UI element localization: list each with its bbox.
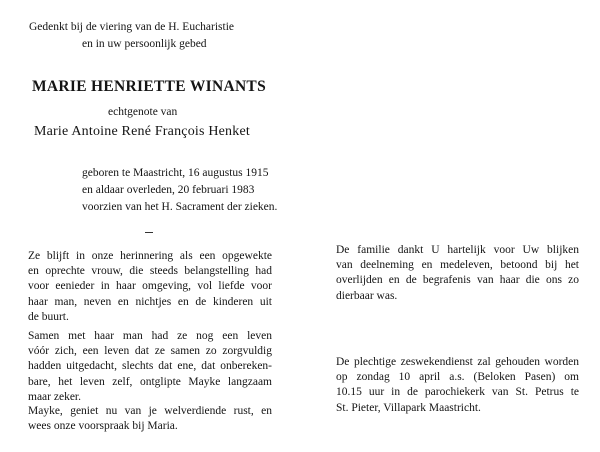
text-line: op zondag 10 april a.s. (Beloken Pasen) om <box>336 371 579 384</box>
birth-line-1: geboren te Maastricht, 16 augustus 1915 <box>82 167 269 179</box>
text-line: van deelneming en medeleven, betoond bij het <box>336 259 579 272</box>
separator-dash <box>145 232 153 233</box>
spouse-name: Marie Antoine René François Henket <box>34 124 250 139</box>
header-line-2: en in uw persoonlijk gebed <box>82 38 207 50</box>
deceased-name: MARIE HENRIETTE WINANTS <box>32 78 266 95</box>
text-line: vóór zich, een leven dat ze samen zo zorgvuldig <box>28 345 272 358</box>
text-line: dierbaar was. <box>336 289 398 302</box>
text-line: overlijden en de begrafenis van haar die ons zo <box>336 274 579 287</box>
text-line: de buurt. <box>28 310 69 323</box>
text-line: haar man, neven en nichtjes en de kinderen uit <box>28 295 272 308</box>
text-line: maar zeker. <box>28 390 81 403</box>
memorial-paragraph-2 <box>28 329 272 405</box>
text-line: Samen met haar man had ze nog een leven <box>28 330 272 342</box>
text-line: voor eenieder in haar omgeving, vol liefde voor <box>28 280 272 293</box>
text-line: De familie dankt U hartelijk voor Uw blijken <box>336 244 579 256</box>
memorial-paragraph-1 <box>28 249 272 325</box>
text-line: De plechtige zeswekendienst zal gehouden worden <box>336 356 579 368</box>
thanks-paragraph <box>336 243 579 304</box>
spouse-intro: echtgenote van <box>108 106 178 118</box>
birth-line-3: voorzien van het H. Sacrament der zieken. <box>82 201 278 213</box>
service-paragraph <box>336 355 579 416</box>
text-line: 10.15 uur in de parochiekerk van St. Petrus te <box>336 386 579 399</box>
text-line: Mayke, geniet nu van je welverdiende rust, en <box>28 405 272 417</box>
text-line: bare, het leven zelf, ontglipte Mayke langzaam <box>28 375 272 388</box>
text-line: Ze blijft in onze herinnering als een opgewekte <box>28 250 272 262</box>
header-line-1: Gedenkt bij de viering van de H. Eucharistie <box>29 21 235 33</box>
memorial-paragraph-3 <box>28 404 272 434</box>
text-line: hadden uitgedacht, slechts dat ene, dat onbereken- <box>28 360 272 373</box>
text-line: wees onze voorspraak bij Maria. <box>28 420 178 433</box>
text-line: St. Pieter, Villapark Maastricht. <box>336 401 481 414</box>
birth-line-2: en aldaar overleden, 20 februari 1983 <box>82 184 255 196</box>
text-line: en oprechte vrouw, die steeds belangstelling had <box>28 265 272 278</box>
